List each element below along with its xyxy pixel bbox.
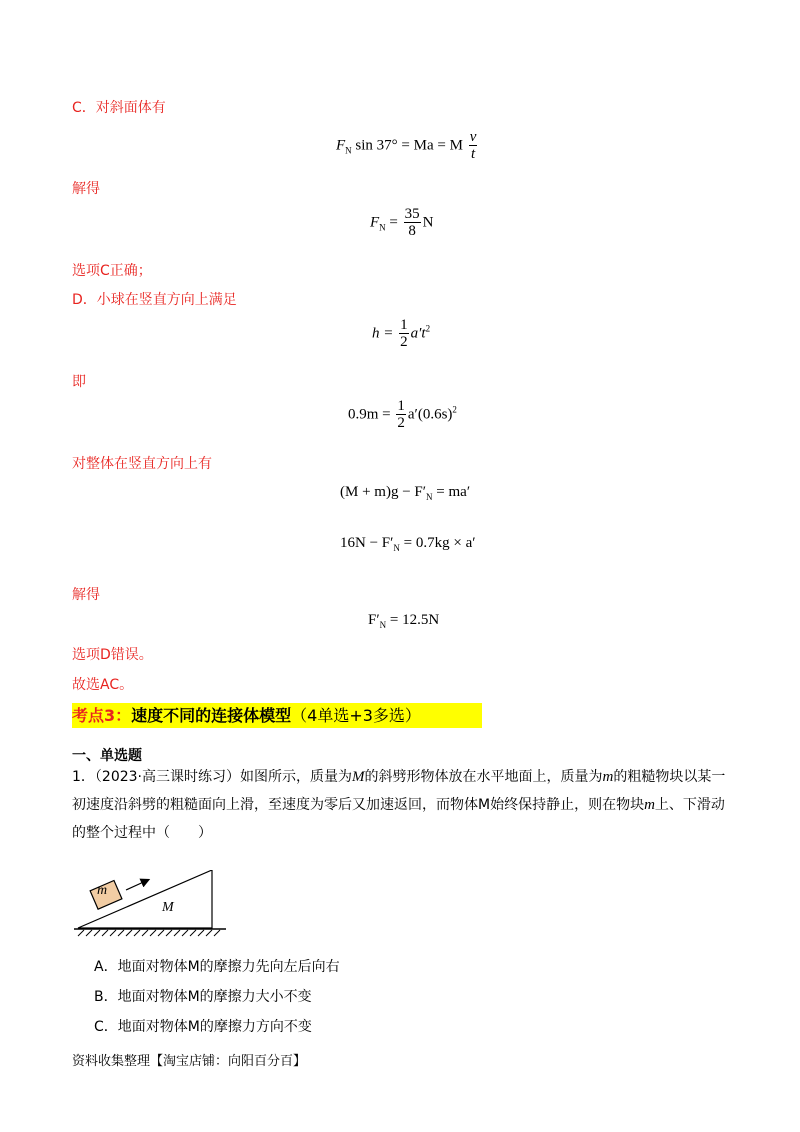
whole-system-line: 对整体在竖直方向上有	[72, 456, 212, 472]
option-c-conclusion: 选项C正确；	[72, 263, 152, 279]
equation-4: 0.9m = $\frac{1}{2}$ $a'(0.6s)^2$	[348, 398, 457, 431]
question-source: （2023·高三课时练习）	[94, 769, 241, 785]
question-1: 1．（2023·高三课时练习）如图所示，质量为M的斜劈形物体放在水平地面上，质量为m的粗糙物块以某一初速度沿斜劈的粗糙面向上滑，至速度为零后又加速返回，而物体M始终保持静止，则在物块m上、下滑动的整个过程中（ ）	[72, 769, 726, 841]
solve-label-1: 解得	[72, 181, 100, 197]
equation-7: $F'_N = 12.5N$	[368, 612, 440, 630]
section-heading	[72, 703, 482, 728]
section-title: 速度不同的连接体模型	[131, 706, 292, 725]
question-number: 1．	[72, 769, 95, 785]
option-c[interactable]: C．地面对物体M的摩擦力方向不变	[94, 1019, 312, 1035]
wedge-label: M	[162, 900, 174, 915]
equation-6: $16N - F'_N = 0.7kg \times a'$	[340, 535, 476, 553]
option-d-conclusion: 选项D错误。	[72, 647, 153, 663]
subsection-title: 一、单选题	[72, 748, 142, 764]
block-label: m	[97, 883, 108, 898]
option-c-explanation: C．对斜面体有	[72, 100, 166, 116]
ground-hatching	[78, 930, 220, 936]
option-a[interactable]: A．地面对物体M的摩擦力先向左后向右	[94, 959, 340, 975]
velocity-arrow	[126, 880, 148, 890]
incline-figure	[70, 870, 230, 942]
equation-2: $F_N$ = $\frac{35}{8}$ N	[370, 206, 434, 239]
section-note: （4单选+3多选）	[291, 706, 421, 725]
equation-3: h = $\frac{1}{2}$ $a't^2$	[372, 317, 431, 350]
option-d-explanation: D．小球在竖直方向上满足	[72, 292, 237, 308]
ji-label: 即	[72, 374, 86, 390]
option-b[interactable]: B．地面对物体M的摩擦力大小不变	[94, 989, 312, 1005]
final-answer: 故选AC。	[72, 677, 134, 693]
section-label: 考点3：	[72, 706, 132, 725]
equation-1: $F_N$ sin 37° = Ma = M $\frac{v}{t}$	[336, 129, 477, 162]
solve-label-2: 解得	[72, 587, 100, 603]
equation-5: $(M + m)g - F'_N = ma'$	[340, 484, 471, 502]
page-footer: 资料收集整理【淘宝店铺：向阳百分百】	[72, 1054, 307, 1069]
